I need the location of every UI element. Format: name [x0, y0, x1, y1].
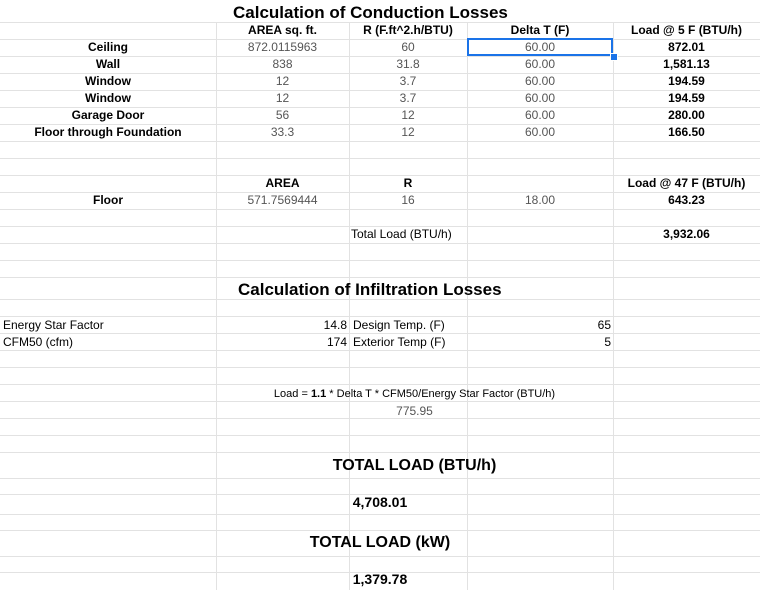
conduction-row-label[interactable]: Garage Door [71, 108, 145, 122]
infiltration-formula [216, 386, 613, 403]
total-kw-label: TOTAL LOAD (kW) [309, 534, 451, 551]
total-load-value[interactable]: 3,932.06 [663, 227, 710, 241]
energy-star-label: Energy Star Factor [3, 318, 104, 332]
conduction-row-r[interactable]: 3.7 [399, 74, 417, 88]
conduction-row-load[interactable]: 872.01 [668, 40, 705, 54]
conduction-row-r[interactable]: 31.8 [396, 57, 420, 71]
exterior-temp-label: Exterior Temp (F) [353, 335, 446, 349]
floor-delta-t[interactable]: 18.00 [524, 193, 556, 207]
conduction-row-label[interactable]: Wall [95, 57, 121, 71]
conduction-row-load[interactable]: 1,581.13 [663, 57, 710, 71]
conduction-row-load[interactable]: 166.50 [668, 125, 705, 139]
floor-header-area: AREA [265, 176, 300, 190]
design-temp-label: Design Temp. (F) [353, 318, 445, 332]
total-btu-label: TOTAL LOAD (BTU/h) [332, 457, 497, 474]
conduction-row-delta[interactable]: 60.00 [524, 125, 556, 139]
conduction-row-load[interactable]: 194.59 [668, 74, 705, 88]
conduction-row-r[interactable]: 12 [401, 108, 415, 122]
conduction-row-label[interactable]: Ceiling [87, 40, 128, 54]
conduction-row-area[interactable]: 33.3 [270, 125, 295, 139]
conduction-row-label[interactable]: Window [85, 74, 131, 88]
conduction-row-delta[interactable]: 60.00 [524, 74, 556, 88]
conduction-row-r[interactable]: 60 [401, 40, 415, 54]
conduction-row-label[interactable]: Window [85, 91, 131, 105]
header-r: R (F.ft^2.h/BTU) [363, 23, 453, 37]
header-load: Load @ 5 F (BTU/h) [630, 23, 743, 37]
conduction-row-r[interactable]: 12 [401, 125, 415, 139]
floor-header-r: R [403, 176, 413, 190]
conduction-title: Calculation of Conduction Losses [233, 3, 508, 22]
conduction-row-area[interactable]: 56 [275, 108, 290, 122]
floor-label[interactable]: Floor [93, 193, 123, 207]
exterior-temp-value[interactable]: 5 [604, 335, 611, 349]
conduction-row-r[interactable]: 3.7 [399, 91, 417, 105]
design-temp-value[interactable]: 65 [597, 318, 611, 332]
conduction-row-delta[interactable]: 60.00 [524, 57, 556, 71]
conduction-row-area[interactable]: 872.0115963 [247, 40, 318, 54]
conduction-row-area[interactable]: 838 [272, 57, 293, 71]
floor-load[interactable]: 643.23 [668, 193, 705, 207]
floor-area[interactable]: 571.7569444 [247, 193, 318, 207]
floor-r[interactable]: 16 [401, 193, 415, 207]
infiltration-load-value[interactable]: 775.95 [396, 404, 433, 418]
formula-rest: * Delta T * CFM50/Energy Star Factor (BTU/h) [326, 388, 556, 400]
conduction-row-delta[interactable]: 60.00 [524, 108, 556, 122]
conduction-row-area[interactable]: 12 [275, 91, 290, 105]
header-delta-t: Delta T (F) [510, 23, 570, 37]
header-area: AREA sq. ft. [248, 23, 317, 37]
total-kw-value[interactable]: 1,379.78 [352, 571, 408, 587]
conduction-row-area[interactable]: 12 [275, 74, 290, 88]
conduction-row-load[interactable]: 194.59 [668, 91, 705, 105]
formula-coefficient: 1.1 [310, 388, 327, 400]
conduction-row-label[interactable]: Floor through Foundation [34, 125, 182, 139]
total-load-label: Total Load (BTU/h) [351, 227, 452, 241]
conduction-row-delta[interactable]: 60.00 [524, 91, 556, 105]
floor-header-load: Load @ 47 F (BTU/h) [627, 176, 746, 190]
cfm50-label: CFM50 (cfm) [3, 335, 73, 349]
total-btu-value[interactable]: 4,708.01 [352, 494, 408, 510]
energy-star-value[interactable]: 14.8 [323, 318, 347, 332]
formula-prefix: Load = [273, 388, 311, 400]
conduction-row-load[interactable]: 280.00 [668, 108, 705, 122]
infiltration-title: Calculation of Infiltration Losses [238, 280, 502, 299]
cfm50-value[interactable]: 174 [326, 335, 347, 349]
conduction-row-delta[interactable]: 60.00 [524, 40, 556, 54]
